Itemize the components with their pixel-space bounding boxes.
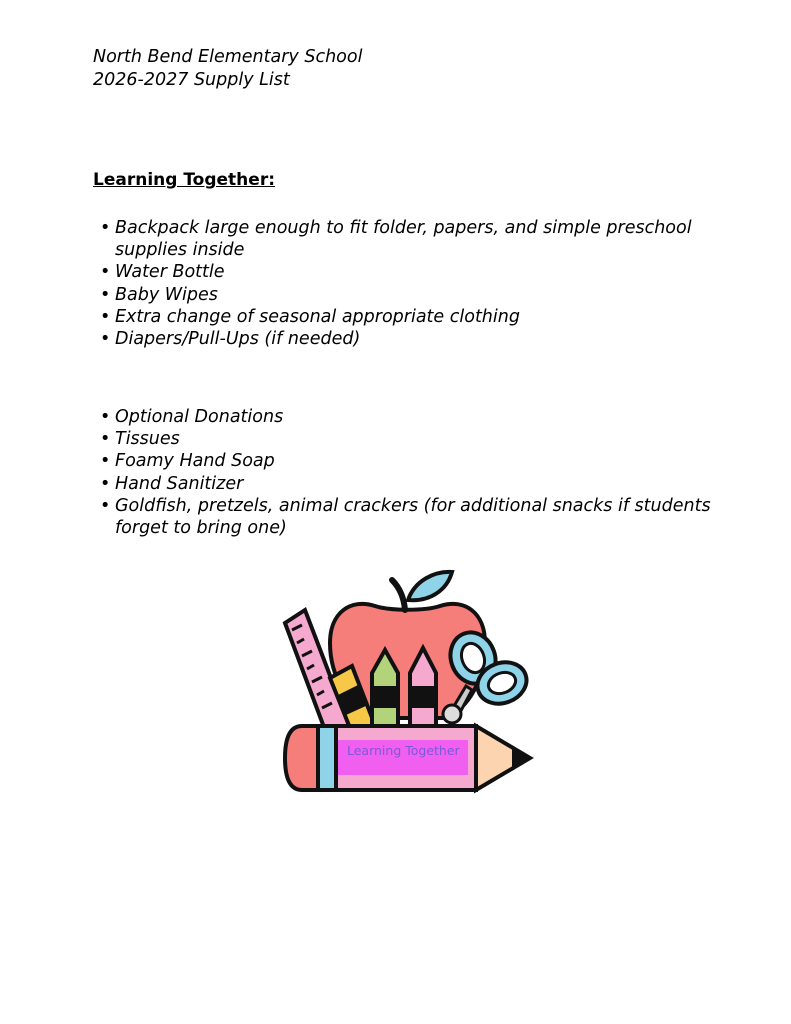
list-item: • Foamy Hand Soap <box>100 451 275 472</box>
supply-list-title: 2026-2027 Supply List <box>93 70 290 90</box>
illustration-label: Learning Together <box>338 740 468 775</box>
bullet-icon: • <box>100 495 111 516</box>
list-item: • Baby Wipes <box>100 284 218 305</box>
bullet-icon: • <box>100 262 111 283</box>
document-header <box>93 46 362 92</box>
list-item: • Diapers/Pull-Ups (if needed) <box>100 329 361 350</box>
bullet-icon: • <box>100 451 111 472</box>
scissors-icon <box>443 626 532 723</box>
list-item: • Hand Sanitizer <box>100 473 244 494</box>
bullet-icon: • <box>100 429 111 450</box>
bullet-icon: • <box>100 284 111 305</box>
list-item: • Goldfish, pretzels, animal crackers (for additional snacks if students forget to bring one) <box>100 495 711 539</box>
bullet-icon: • <box>100 329 111 350</box>
section-title: Learning Together: <box>93 170 275 190</box>
list-item: • Extra change of seasonal appropriate clothing <box>100 306 520 327</box>
list-item: • Optional Donations <box>100 407 284 427</box>
bullet-icon: • <box>100 306 111 327</box>
bullet-icon: • <box>100 218 111 238</box>
required-supplies-list <box>100 217 720 350</box>
bullet-icon: • <box>100 473 111 494</box>
optional-donations-list <box>100 406 720 539</box>
bullet-icon: • <box>100 407 111 427</box>
list-item: • Water Bottle <box>100 262 225 283</box>
list-item: • Backpack large enough to fit folder, papers, and simple preschool supplies inside <box>100 218 692 261</box>
list-item: • Tissues <box>100 429 180 450</box>
green-crayon-icon <box>372 650 398 733</box>
school-name: North Bend Elementary School <box>93 47 363 67</box>
